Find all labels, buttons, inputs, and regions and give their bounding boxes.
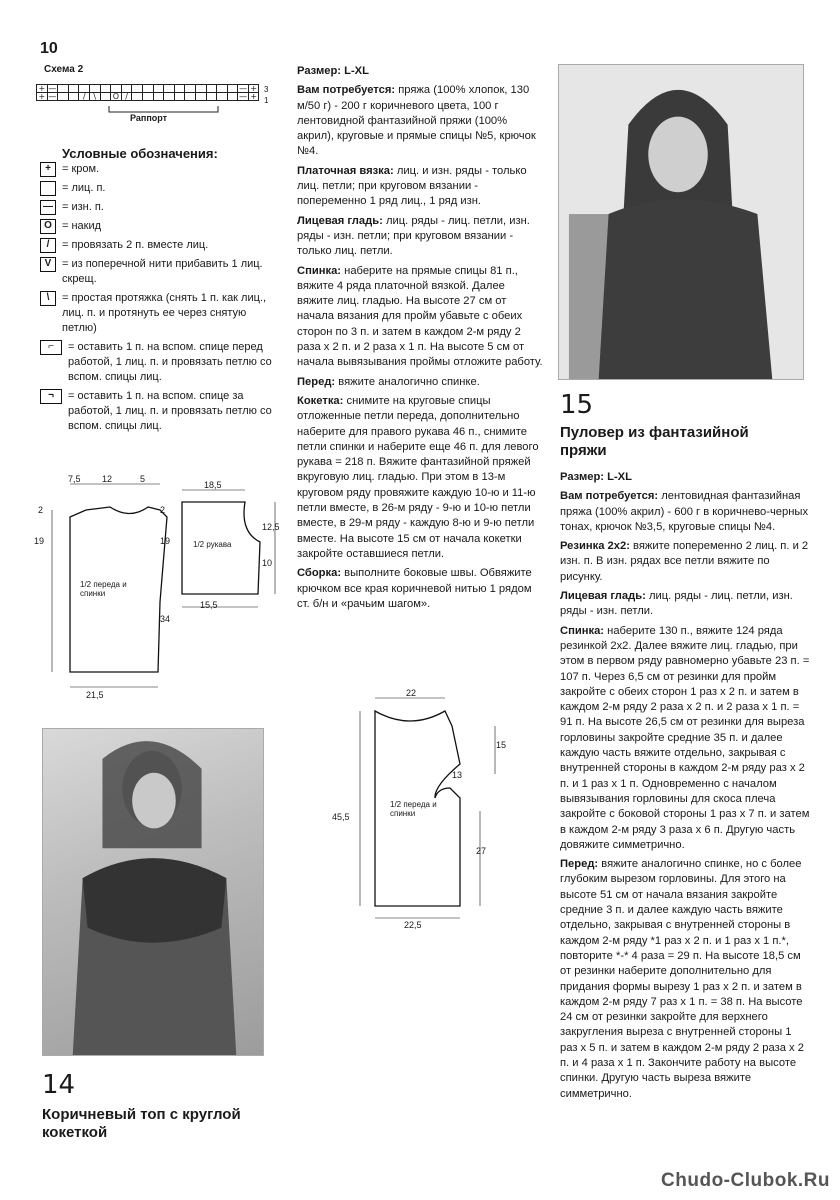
legend-symbol-icon: ⌐ [40,340,62,355]
row_bottom-cell: — [48,92,57,101]
row_top-cell: — [239,84,248,93]
legend-title: Условные обозначения: [62,146,218,161]
p15-stockinette: Лицевая гладь: лиц. ряды - лиц. петли, изн. ряды - изн. петли. [560,590,793,618]
row_top-cell [185,85,196,93]
row_top-cell [174,85,185,93]
dim-7-5: 7,5 [68,474,81,484]
row_bottom-cell: — [239,92,248,101]
row_top-cell: — [48,84,57,93]
legend-symbol-icon: O [40,219,56,234]
legend-text: = лиц. п. [62,182,106,194]
legend-item [40,291,280,336]
dim-22-5: 22,5 [404,920,422,930]
dim-18-5: 18,5 [204,480,222,490]
p14-size: Размер: L-XL [297,65,369,77]
p15-materials: Вам потребуется: лентовидная фантазийная пряжа (100% акрил) - 600 г в коричнево-черных тонах, крючок №3,5, круговые спицы №4. [560,490,809,533]
pattern14-number: 14 [42,1070,76,1100]
row_bottom-cell: + [250,92,258,101]
legend-item [40,238,280,253]
row_bottom-cell: O [111,93,122,101]
p15-back: Спинка: наберите 130 п., вяжите 124 ряда резинкой 2х2. Далее вяжите лиц. гладью, при этом в первом ряду равномерно убавьте 23 п. = 107 п. Через 6,5 см от резинки для пройм закройте с обеих сторон 1 раз х 2 п. и затем в каждом 2-м ряду 2 раза х 2 п. и 2 раза х 1 п. = 91 п. На высоте 26,5 см от резинки для вырезa горловины закройте средние 35 п. и далее каждую часть вяжите отдельно, закрывая с внутренней стороны в каждом 2-м ряду раз х 2 п. и 1 раз х 1 п. Одновременно с началом вывязывания горловины для скоса плеча закройте с боковой стороны 1 раз х 7 п. и затем в каждом 2-м ряду 3 раза х 6 п. Другую часть довяжите симметрично. [560,624,810,851]
row_top-cell [100,85,111,93]
photo-model-14 [42,728,264,1056]
legend-symbol-icon [40,181,56,196]
dim-12-5: 12,5 [262,522,280,532]
pattern15-number: 15 [560,390,594,420]
row-number-1: 1 [264,96,269,105]
row_bottom-cell [58,93,69,101]
row_bottom-cell [68,93,79,101]
legend-item [40,340,280,385]
legend [40,162,280,438]
row_bottom-cell [206,93,217,101]
row_top-cell [227,85,238,93]
dim-45-5: 45,5 [332,812,350,822]
dim-15-5: 15,5 [200,600,218,610]
schema-title: Схема 2 [44,64,84,75]
row_top-cell [58,85,69,93]
knitting-chart [36,84,259,101]
p14-stockinette: Лицевая гладь: лиц. ряды - лиц. петли, изн. ряды - изн. петли; при круговом вязании - только лиц. петли. [297,214,530,258]
rapport-label: Раппорт [130,113,168,123]
pattern14-instructions [297,64,543,616]
legend-text: = изн. п. [62,201,104,213]
dim-34: 34 [160,614,171,624]
legend-item [40,181,280,196]
row_bottom-cell [164,93,175,101]
row_top-cell [142,85,153,93]
row_bottom-cell [132,93,143,101]
legend-text: = оставить 1 п. на вспом. спице перед работой, 1 лиц. п. и провязать петлю со вспом. спицы лиц. [68,341,272,383]
label-half-front-back: 1/2 переда и спинки [80,580,127,598]
row_top-cell [132,85,143,93]
legend-item [40,200,280,215]
row_top-cell: + [250,84,258,93]
p14-yoke: Кокетка: снимите на круговые спицы отложенные петли переда, дополнительно наберите для правого рукава 46 п., снимите петли спинки и наберите еще 46 п. для левого рукава = 218 п. Вяжите фантазийной пряжей вкруговую лиц. гладью. При этом в 13-м круговом ряду провяжите каждую 10-ю и 11-ю петли вместе, в 26-м ряду - 9-ю и 10-ю петли вместе, в 29-м ряду - каждую 8-ю и 9-ю петли вместе. На высоте 15 см от начала кокетки закройте оставшиеся петли. [297,394,539,560]
row_bottom-cell [227,93,238,101]
row_top-cell [195,85,206,93]
dim-5: 5 [140,474,146,484]
pattern15-title: Пуловер из фантазийной пряжи [560,424,749,459]
legend-text: = из поперечной нити прибавить 1 лиц. скрещ. [62,258,263,285]
p14-front: Перед: вяжите аналогично спинке. [297,375,480,388]
legend-item [40,257,280,287]
legend-symbol-icon: — [40,200,56,215]
pattern15-instructions [560,470,810,1106]
dim-10: 10 [262,558,273,568]
row_bottom-cell [217,93,228,101]
photo-model-15 [558,64,804,380]
row_bottom-cell: + [38,92,46,101]
p15-size: Размер: L-XL [560,471,632,483]
legend-item [40,162,280,177]
dim-19-left: 19 [34,536,45,546]
page-number: 10 [40,40,58,57]
legend-text: = оставить 1 п. на вспом. спице за работой, 1 лиц. п. и провязать петлю со вспом. спицы лиц. [68,390,272,432]
chart-row-bottom [37,93,259,101]
p14-materials: Вам потребуется: пряжа (100% хлопок, 130 м/50 г) - 200 г коричневого цвета, 100 г лентовидной фантазийной пряжи (100% акрил), круговые и прямые спицы №5, крючок №4. [297,84,536,158]
p14-assembly: Сборка: выполните боковые швы. Обвяжите крючком все края коричневой нитью 1 рядом ст. б/н и «рачьим шагом». [297,567,532,610]
watermark: Chudo-Clubok.Ru [661,1170,830,1191]
dim-2-right: 2 [160,505,166,515]
dim-12: 12 [102,474,113,484]
row_bottom-cell [153,93,164,101]
dim-15: 15 [496,740,507,750]
dim-27: 27 [476,846,487,856]
row_bottom-cell [100,93,111,101]
chart-row-top [37,85,259,93]
p14-garter: Платочная вязка: лиц. и изн. ряды - только лиц. петли; при круговом вязании - попеременно 1 ряд лиц., 1 ряд изн. [297,164,527,208]
row_bottom-cell: / [121,93,132,101]
row_bottom-cell [185,93,196,101]
legend-symbol-icon: + [40,162,56,177]
row_top-cell [164,85,175,93]
legend-text: = накид [62,220,102,232]
row_top-cell [153,85,164,93]
label-half-sleeve: 1/2 рукава [193,540,232,549]
row_bottom-cell: \ [89,93,100,101]
legend-text: = простая протяжка (снять 1 п. как лиц., лиц. п. и протянуть ее через снятую петлю) [62,292,267,334]
row_bottom-cell [195,93,206,101]
row_bottom-cell: / [79,93,90,101]
p15-rib: Резинка 2х2: вяжите попеременно 2 лиц. п. и 2 изн. п. В изн. рядах все петли вяжите по рисунку. [560,540,809,583]
row_top-cell [68,85,79,93]
legend-symbol-icon: V [40,257,56,272]
dim-21-5: 21,5 [86,690,104,700]
row_top-cell [206,85,217,93]
dim-13: 13 [452,770,463,780]
legend-text: = провязать 2 п. вместе лиц. [62,239,209,251]
legend-symbol-icon: / [40,238,56,253]
legend-item [40,389,280,434]
p15-front: Перед: вяжите аналогично спинке, но с более глубоким вырезом горловины. Для этого на высоте 51 см от начала вязания закройте средние 3 п. и далее каждую часть вяжите отдельно, закрывая с внутренней стороны в каждом 2-м ряду *1 раз х 2 п. и 1 раз х 1 п.*, повторите *-* 4 раза = 29 п. На высоте 18,5 см от резинки наберите дополнительно для придания формы вырезу 1 раз х 2 п. и затем в каждом 2-м ряду 7 раз х 1 п. = 38 п. На высоте 24 см от резинки закройте для верхнего закругления выреза с внутренней стороны 1 раз х 5 п. и затем в каждом 2-м ряду 2 раза х 2 п. и 4 раза х 1 п. Закончите работу на высоте спинки. Другую часть выреза вяжите симметрично. [560,858,804,1100]
dim-2-left: 2 [38,505,44,515]
pattern14-title: Коричневый топ с круглой кокеткой [42,1106,241,1141]
legend-item [40,219,280,234]
dim-22: 22 [406,688,417,698]
p14-back: Спинка: наберите на прямые спицы 81 п., вяжите 4 ряда платочной вязкой. Далее вяжите лиц. гладью. На высоте 27 см от начала вязания для пройм убавьте с обеих сторон по 3 п. и затем в каждом 2-м ряду 2 раза х 2 п. и 2 раза х 1 п. На высоте 5 см от начала вывязывания проймы отложите работу. [297,264,543,369]
row-number-3: 3 [264,85,269,94]
row_bottom-cell [174,93,185,101]
label-half-front-back-15: 1/2 переда и спинки [390,800,437,818]
legend-text: = кром. [62,163,100,175]
dim-19-right: 19 [160,536,171,546]
row_top-cell: + [38,84,46,93]
legend-symbol-icon: ¬ [40,389,62,404]
row_bottom-cell [142,93,153,101]
legend-symbol-icon: \ [40,291,56,306]
row_top-cell [217,85,228,93]
